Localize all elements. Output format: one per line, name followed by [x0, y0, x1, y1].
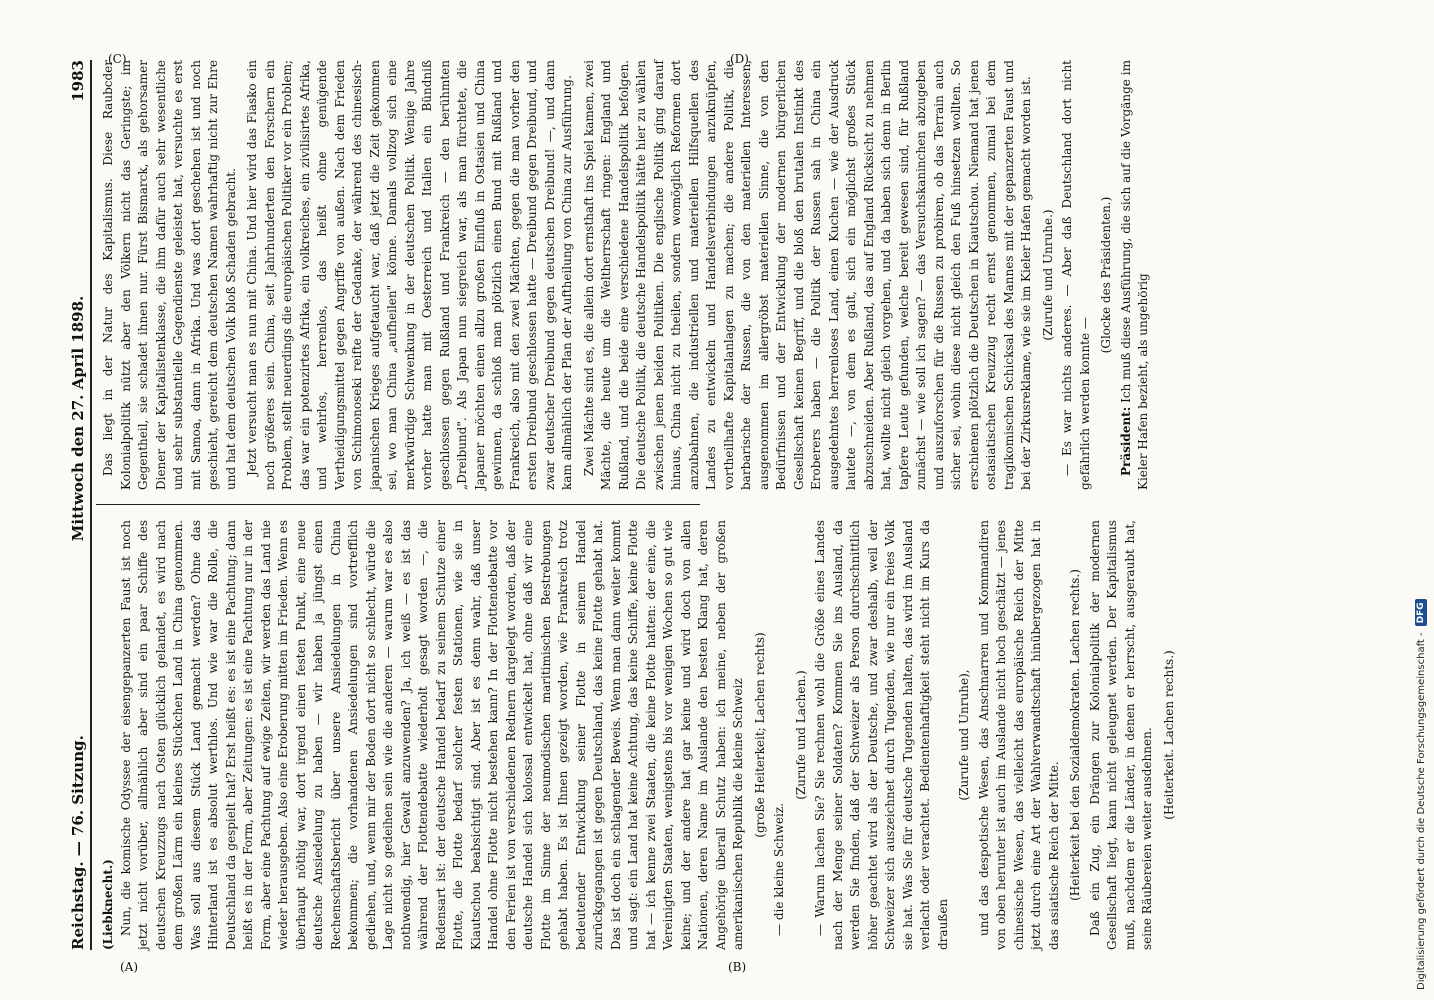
dfg-logo: DFG	[1415, 599, 1427, 626]
interjection: (Zurufe und Lachen.)	[793, 670, 808, 800]
president-label: Präsident:	[1118, 406, 1133, 476]
margin-mark-a: (A)	[120, 960, 139, 974]
paragraph: Zwei Mächte sind es, die allein dort ernsthaft ins Spiel kamen, zwei Mächte, die heute um die Weltherrschaft ringen: England und Rußland, und die beide eine verschiedene Handelspolitik befolgen. Die deutsche Politik, die deutsche Handelspolitik hätte hier zu wählen zwischen jenen beiden Politiken. Die englische Politik ging darauf hinaus, China nicht zu theilen, sondern womöglich Reformen dort anzubahnen, die industriellen und materiellen Hilfsquellen des Landes zu entwickeln und Handelsverbindungen anzuknüpfen, vortheilhafte Kapitalanlagen zu machen; die andere Politik, die barbarische der Russen, die von den materiellen Interessen, ausgenommen im allergröbst materiellen Sinne, die von den Bedürfnissen und der Entwicklung der modernen bürgerlichen Gesellschaft keinen Begriff, und die bloß den brutalen Instinkt des Eroberers haben — die Politik der Russen sah in China ein ausgedehntes herrenloses Land, einen Kuchen — wie der Ausdruck lautete —, von dem es galt, sich ein möglichst großes Stück abzuschneiden. Aber Rußland, das auf England Rücksicht zu nehmen hat, wollte nicht gleich vorgehen, und da haben sich denn in Berlin tapfere Leute gefunden, welche bereit gewesen sind, für Rußland zunächst — wie soll ich sagen? — das Versuchskaninchen abzugeben und auszuforschen für die Russen zu probiren, ob das Terrain auch sicher sei, wohin diese nicht gleich den Fuß hinsetzen wollten. So erschienen plötzlich die Deutschen in Kiautschou. Niemand hat jenen ostasiatischen Kreuzzug recht ernst genommen, zumal bei dem tragikomischen Schicksal des Mannes mit der gepanzerten Faust und bei der Zirkusreklame, wie sie im Kieler Hafen gemacht worden ist.	[581, 60, 1033, 490]
speaker-name: (Liebknecht.)	[101, 859, 115, 950]
header-left: Reichstag. — 76. Sitzung.	[69, 735, 87, 950]
page-number: 1983	[69, 60, 87, 102]
paragraph: Jetzt versucht man es nun mit China. Und hier wird das Fiasko ein noch größeres sein. China, seit Jahrhunderten den Forschern ein Problem, stellt neuerdings die europäischen Politiker vor ein Problem; das war ein potenzirtes Afrika, ein volkreiches, ein zivilisirtes Afrika, und wehrlos, herrenlos, das heißt ohne genügende Vertheidigungsmittel gegen Angriffe von außen. Nach dem Frieden von Schimonoseki reifte der Gedanke, der während des chinesisch-japanischen Krieges aufgetaucht war, daß jetzt die Zeit gekommen sei, wo man China „aufheilen" könne. Damals vollzog sich eine merkwürdige Schwenkung in der deutschen Politik. Wenige Jahre vorher hatte man mit Oesterreich und Italien ein Bündniß geschlossen gegen Rußland und Frankreich — den berühmten „Dreibund". Als Japan nun siegreich war, als man fürchtete, die Japaner möchten einen allzu großen Einfluß in Ostasien und China gewinnen, da schloß man plötzlich einen Bund mit Rußland und Frankreich, also mit den zwei Mächten, gegen die man vorher den ersten Dreibund geschlossen hatte — Dreibund gegen Dreibund, und zwar deutscher Dreibund gegen deutschen Dreibund! —, und dann kam allmählich der Plan der Auftheilung von China zur Ausführung.	[245, 60, 574, 490]
left-column	[100, 520, 1176, 950]
paragraph: Daß ein Zug, ein Drängen zur Kolonialpolitik der modernen Gesellschaft liegt, kann nicht geleugnet werden. Der Kapitalismus muß, nachdem er die Länder, in denen er herrscht, ausgeraubt hat, seine Räubereien weiter ausdehnen.	[1087, 520, 1154, 950]
margin-mark-b: (B)	[728, 960, 747, 974]
paragraph: — die kleine Schweiz.	[772, 803, 786, 936]
interjection: (Zurufe und Unruhe.)	[1040, 209, 1055, 341]
column-divider	[96, 504, 700, 505]
margin-mark-c: (C)	[108, 52, 127, 66]
margin-mark-d: (D)	[730, 52, 749, 66]
paragraph: und das despotische Wesen, das Anschnarren und Kommandiren von oben herunter ist auch im Auslande nicht hoch geschätzt — jenes chinesische Wesen, das vielleicht das europäische Reich der Mitte jetzt durch eine Art der Wahlverwandtschaft hinübergezogen hat in das asiatische Reich der Mitte.	[976, 520, 1061, 950]
paragraph: — Es war nichts anderes. — Aber daß Deutschland dort nicht gefährlich werden konnte —	[1060, 60, 1092, 490]
right-column	[100, 59, 1150, 490]
credit-text: Digitalisierung gefördert durch die Deutsche Forschungsgemeinschaft -	[1415, 632, 1427, 990]
interjection: (Heiterkeit. Lachen rechts.)	[1161, 650, 1176, 820]
digitization-credit	[1412, 10, 1430, 990]
paragraph: Nun, die komische Odyssee der eisengepanzerten Faust ist noch jetzt nicht vorüber, allmählich aber sind ein paar Schiffe des deutschen Kreuzzugs nach Osten glücklich gelandet, es wird nach dem großen Lärm ein kleines Stückchen Land in China genommen. Was soll aus diesem Stück Land gemacht werden? Ohne das Hinterland ist es absolut werthlos. Und wie war die Rolle, die Deutschland da gespielt hat? Erst heißt es: es ist eine Pachtung; dann heißt es in der Form, aber Zeitungen: es ist eine Pachtung nur in der Form, aber eine Pachtung auf ewige Zeiten, wir werden das Land nie wieder herausgeben. Also eine Eroberung mitten im Frieden. Wenn es überhaupt nöthig war, dort irgend einen festen Punkt, eine neue deutsche Ansiedelung zu haben — wir haben ja jüngst einen Rechenschaftsbericht über unsere Ansiedelungen in China bekommen; die vorhandenen Ansiedelungen sind vortrefflich gediehen, und, wenn mir der Boden dort nicht so schlecht, würde die Lage nicht so gedeihen sein wie die anderen — warum war es also nothwendig, hier Gewalt anzuwenden? Ja, ich weiß — es ist das während der Flottendebatte wiederholt gesagt worden —, die Redensart ist: der deutsche Handel bedarf zu seinem Schutze einer Flotte, die Flotte bedarf solcher festen Stationen, wie sie in Kiautschou beabsichtigt sind. Aber ist es denn wahr, daß unser Handel ohne Flotte nicht bestehen kann? In der Flottendebatte vor den Ferien ist von verschiedenen Rednern dargelegt worden, daß der deutsche Handel sich kolossal entwickelt hat, ohne daß wir eine Flotte im Sinne der neumodischen maritimischen Bestrebungen gehabt haben. Es ist Ihnen gezeigt worden, wie Frankreich trotz bedeutender Entwicklung seiner Flotte in seinem Handel zurückgegangen ist gegen Deutschland, das keine Flotte gehabt hat. Das ist doch ein schlagender Beweis. Wenn man dann weiter kommt und sagt: ein Land hat keine Achtung, das keine Schiffe, keine Flotte hat — ich kenne zwei Staaten, die keine Flotte hatten: der eine, die Vereinigten Staaten, wenigstens bis vor wenigen Wochen so gut wie keine; und der andere hat gar keine und wird doch von allen Nationen, deren Name im Auslande den besten Klang hat, deren Angehörige überall Schutz haben: ich meine, neben der großen amerikanischen Republik die kleine Schweiz	[118, 520, 745, 950]
interjection: (große Heiterkeit; Lachen rechts)	[752, 632, 767, 838]
president-text: Ich muß diese Ausführung, die sich auf die Vorgänge im Kieler Hafen bezieht, als ungehörig	[1118, 59, 1150, 490]
interjection: (Glocke des Präsidenten.)	[1099, 196, 1113, 354]
interjection: (Heiterkeit bei den Sozialdemokraten. Lachen rechts.)	[1068, 569, 1082, 901]
interjection: (Zurufe und Unruhe),	[957, 669, 971, 801]
running-header	[70, 60, 92, 950]
president-paragraph	[1118, 60, 1153, 490]
paragraph: — Warum lachen Sie? Sie rechnen wohl die Größe eines Landes nach der Menge seiner Soldaten? Kommen Sie ins Ausland, da werden Sie finden, daß der Schweizer als Person durchschnittlich höher geachtet wird als der Deutsche, und zwar deshalb, weil der Schweizer sich auszeichnet durch Tugenden, wie nur ein freies Volk sie hat. Was Sie für deutsche Tugenden halten, das wird im Ausland verlacht oder verachtet. Bedientenhaftigkeit steht nicht im Kurs da draußen	[813, 520, 950, 950]
rotated-page-content	[69, 59, 1176, 950]
header-date: Mittwoch den 27. April 1898.	[69, 295, 87, 542]
paragraph: Das liegt in der Natur des Kapitalismus. Diese Raubcder Kolonialpolitik nützt aber den Völkern nicht das Geringste; im Gegentheil, sie schadet ihnen nur. Fürst Bismarck, als gehorsamer Diener der Kapitalistenklasse, die ihm dafür auch sehr wesentliche und sehr substantielle Gegendienste geleistet hat, versuchte es erst mit Samoa, dann in Afrika. Und was dort geschehen ist und noch geschieht, gereicht dem deutschen Namen wahrhaftig nicht zur Ehre und hat dem deutschen Volk bloß Schaden gebracht.	[101, 60, 238, 490]
